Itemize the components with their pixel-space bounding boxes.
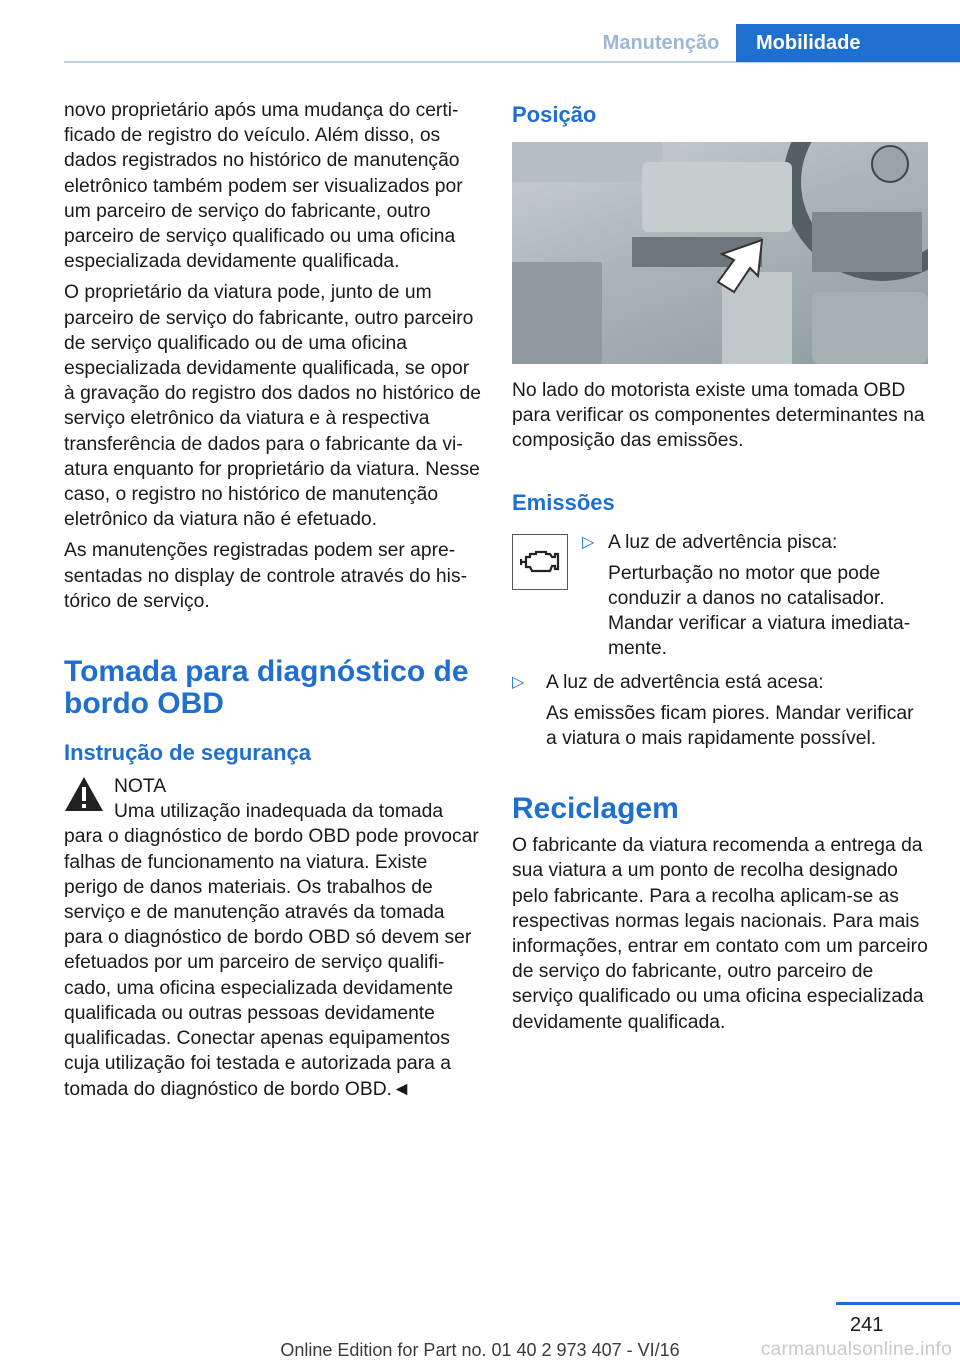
paragraph-3: As manutenções registradas podem ser apresentadas no display de controle através do histórico de serviço.: [64, 540, 468, 612]
tab-mobilidade[interactable]: Mobilidade: [736, 24, 960, 62]
tab-manutencao[interactable]: Manutenção: [602, 32, 720, 54]
edition-text: Online Edition for Part no. 01 40 2 973 407 - VI/16: [280, 1340, 680, 1360]
safety-note: [64, 774, 482, 824]
footer-rule: [836, 1302, 960, 1305]
bullet2-body: As emissões ficam piores. Mandar verificar a viatura o mais rapidamente possível.: [546, 702, 914, 750]
bullet1-body: Perturbação no motor que pode conduzir a danos no catalisador. Mandar verificar a viatura imediatamente.: [608, 562, 911, 660]
figure-caption: No lado do motorista existe uma tomada OBD para verificar os componentes determinantes na composição das emissões.: [512, 380, 925, 452]
safety-heading: Instrução de segurança: [64, 740, 311, 766]
bullet-item-1: [582, 530, 928, 662]
page-number: 241: [850, 1314, 884, 1336]
emissions-heading: Emissões: [512, 489, 615, 515]
watermark: carmanualsonline.info: [760, 1339, 952, 1360]
position-heading: Posição: [512, 102, 597, 127]
section-title-reciclagem: Reciclagem: [512, 792, 679, 826]
warning-triangle-icon: [64, 774, 114, 824]
paragraph-1: novo proprietário após uma mudança do certificado de registro do veículo. Além disso, os dados registrados no histórico de manutenção eletrônico também podem ser visualizados por um parceiro de serviço do fabricante, outro parceiro de serviço qualificado ou uma oficina especializada devidamente qualificada.: [64, 100, 463, 273]
obd-location-figure: [512, 142, 928, 364]
recycle-body: O fabricante da viatura recomenda a entrega da sua viatura a um ponto de recolha designado pelo fabricante. Para a recolha aplicam-se as respectivas normas legais nacionais. Para mais informações, entrar em contato com um parceiro de serviço do fabricante, outro parceiro de serviço qualificado ou uma oficina especializada devidamente qualificada.: [512, 835, 928, 1033]
note-body: para o diagnóstico de bordo OBD pode provocar falhas de funcionamento na viatura. Existe perigo de danos materiais. Os trabalhos de serviço e de manutenção através da tomada para o diagnóstico de bordo OBD só devem ser efetuados por um parceiro de serviço qualificado, uma oficina especializada devidamente qualificada ou outras pessoas devidamente qualificadas. Conectar apenas equipamentos cuja utilização foi testada e autorizada para a tomada do diagnóstico de bordo OBD.◄: [64, 826, 479, 1100]
bullet-marker: ▷: [512, 673, 525, 691]
emissions-block: [512, 530, 928, 662]
paragraph-2: O proprietário da viatura pode, junto de um parceiro de serviço do fabricante, outro parceiro de serviço qualificado ou de uma oficina especializada devidamente qualificada, se opor à gravação do registro dos dados no histórico de serviço eletrônico da viatura e à respectiva transferência de dados para o fabricante da viatura enquanto for proprietário da viatura. Nesse caso, o registro no histórico de manutenção eletrônico da viatura não é efetuado.: [64, 282, 481, 531]
bullet1-title: A luz de advertência pisca:: [608, 531, 838, 553]
section-title-obd: Tomada para diagnóstico de bordo OBD: [64, 655, 469, 721]
note-intro: Uma utilização inadequada da tomada: [114, 801, 444, 823]
check-engine-icon: [512, 534, 568, 590]
note-label: NOTA: [114, 776, 167, 798]
left-column: [64, 98, 482, 1108]
bullet2-title: A luz de advertência está acesa:: [546, 671, 824, 693]
bullet-item-2: [512, 670, 928, 752]
bullet-marker: ▷: [582, 533, 595, 551]
right-column: [512, 98, 928, 1041]
